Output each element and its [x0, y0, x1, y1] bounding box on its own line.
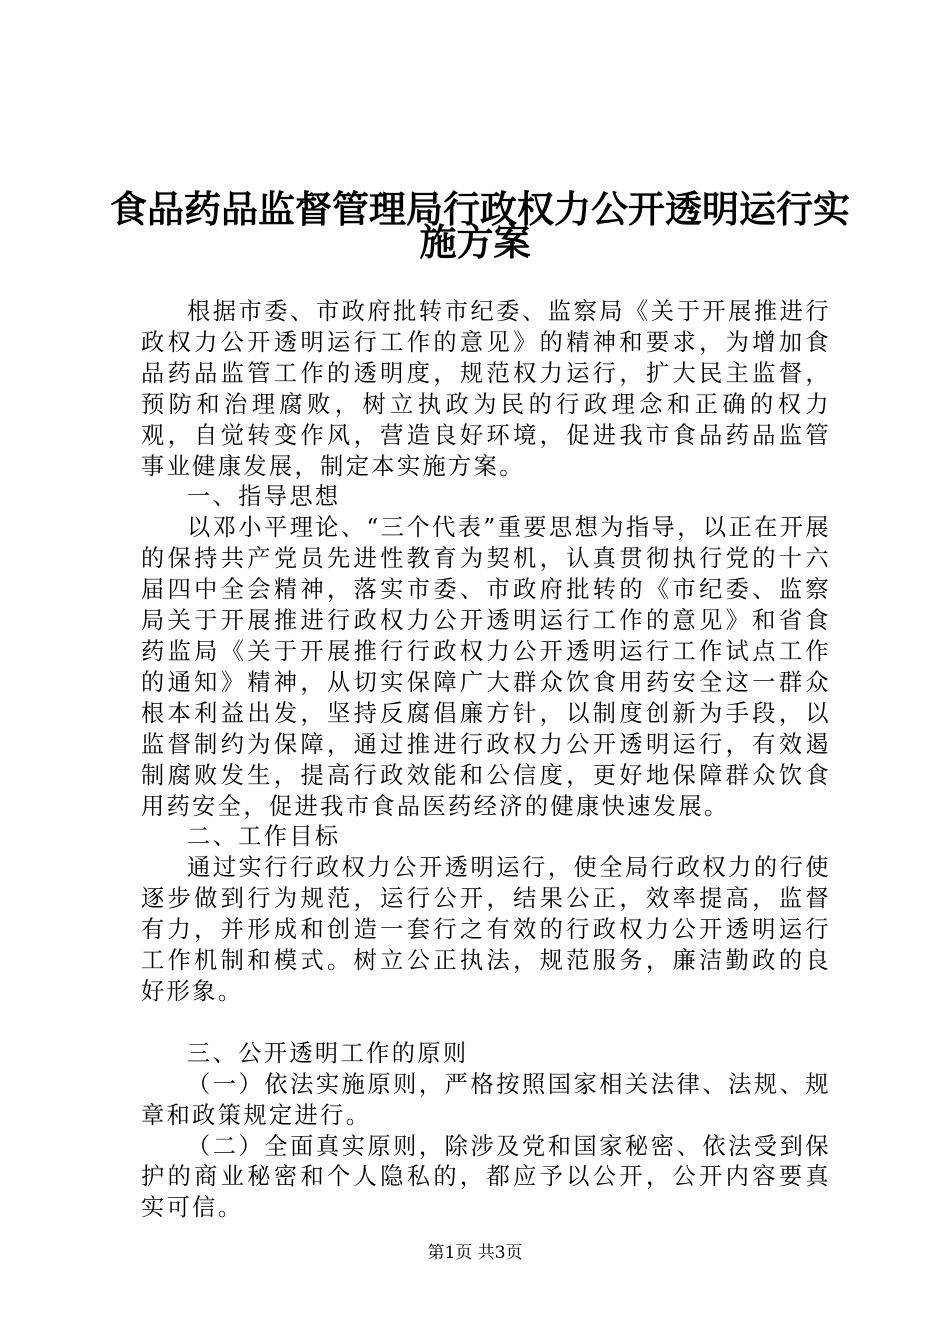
document-title-line-2: 施方案: [419, 221, 531, 264]
intro-paragraph: 根据市委、市政府批转市纪委、监察局《关于开展推进行政权力公开透明运行工作的意见》的精神和要求，为增加食品药品监管工作的透明度，规范权力运行，扩大民主监督，预防和治理腐败，树立执政为民的行政理念和正确的权力观，自觉转变作风，营造良好环境，促进我市食品药品监管事业健康发展，制定本实施方案。: [141, 298, 831, 480]
work-goals-paragraph: 通过实行行政权力公开透明运行，使全局行政权力的行使逐步做到行为规范，运行公开，结果公正，效率提高，监督有力，并形成和创造一套行之有效的行政权力公开透明运行工作机制和模式。树立公正执法，规范服务，廉洁勤政的良好形象。: [141, 854, 831, 1005]
principle-item-2: （二）全面真实原则，除涉及党和国家秘密、依法受到保护的商业秘密和个人隐私的，都应予以公开，公开内容要真实可信。: [141, 1132, 831, 1222]
guiding-ideology-paragraph: 以邓小平理论、“三个代表”重要思想为指导，以正在开展的保持共产党员先进性教育为契机，认真贯彻执行党的十六届四中全会精神，落实市委、市政府批转的《市纪委、监察局关于开展推进行政权力公开透明运行工作的意见》和省食药监局《关于开展推行行政权力公开透明运行工作试点工作的通知》精神，从切实保障广大群众饮食用药安全这一群众根本利益出发，坚持反腐倡廉方针，以制度创新为手段，以监督制约为保障，通过推进行政权力公开透明运行，有效遏制腐败发生，提高行政效能和公信度，更好地保障群众饮食用药安全，促进我市食品医药经济的健康快速发展。: [141, 514, 831, 820]
document-body: [141, 297, 831, 1224]
document-title-line-1: 食品药品监督管理局行政权力公开透明运行实: [110, 188, 850, 231]
section-heading-principles: 三、公开透明工作的原则: [187, 1039, 469, 1067]
principle-item-1: （一）依法实施原则，严格按照国家相关法律、法规、规章和政策规定进行。: [141, 1070, 831, 1129]
page-number-footer: 第1页 共3页: [427, 1243, 523, 1263]
section-heading-guiding-ideology: 一、指导思想: [187, 483, 341, 511]
section-heading-work-goals: 二、工作目标: [187, 823, 341, 851]
